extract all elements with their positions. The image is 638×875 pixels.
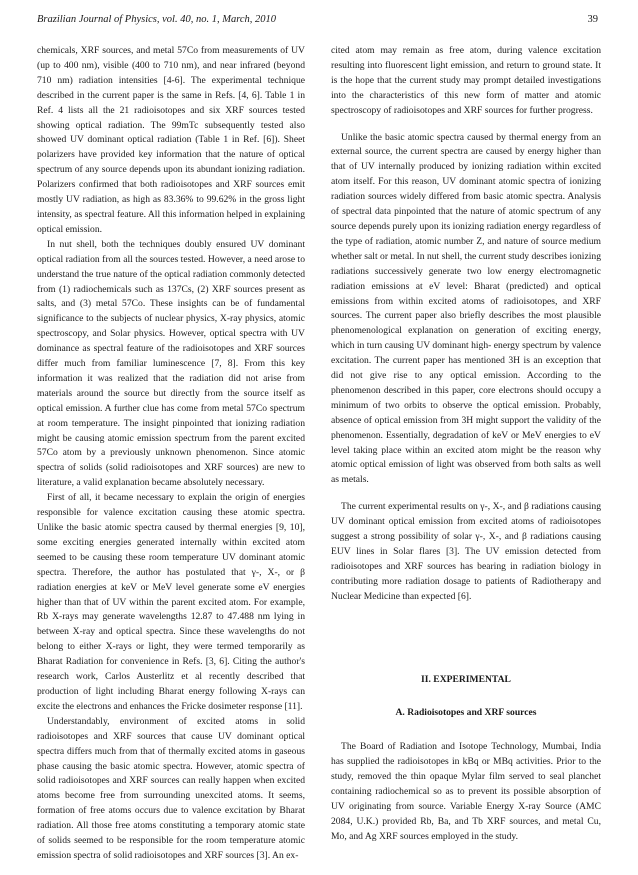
running-header xyxy=(37,14,598,30)
paragraph: First of all, it became necessary to explain the origin of energies responsible for valence excitation causing these atomic spectra. Unlike the basic atomic spectra caused by thermal energies [9, 10], some exciting energies generated internally within excited atom seemed to be causing these room temperature UV dominant atomic spectra. Therefore, the author has postulated that γ-, X-, or β radiation energies at keV or MeV level generate some eV energies higher than that of UV within the parent excited atom. For example, Rb X-rays may generate wavelengths 12.87 to 47.488 nm lying in between X-ray and optical spectra. Since these wavelengths do not belong to either X-rays or light, they were termed temporarily as Bharat Radiation for convenience in Refs. [3, 6]. Citing the author's research work, Carlos Austerlitz et al recently described that production of light including Bharat energy following X-rays can excite the electrons and enhances the Fricke dosimeter response [11]. xyxy=(37,492,305,712)
journal-citation: Brazilian Journal of Physics, vol. 40, no. 1, March, 2010 xyxy=(37,14,277,25)
paragraph: The current experimental results on γ-, X-, and β radiations causing UV dominant optical emission from excited atoms of radioisotopes suggest a strong possibility of solar γ-, X-, and β radiations causing EUV lines in Solar flares [3]. The UV emission detected from radioisotopes and XRF sources has bearing in radiation biology in contributing more radiation dosage to patients of Radiotherapy and Nuclear Medicine than expected [6]. xyxy=(331,501,601,602)
paragraph: The Board of Radiation and Isotope Technology, Mumbai, India has supplied the radioisotopes in kBq or MBq activities. Prior to the study, removed the thin opaque Mylar film served to seal planchet containing radiochemical so as to prevent its possible absorption of UV originating from source. Variable Energy X-ray Source (AMC 2084, U.K.) provided Rb, Ba, and Tb XRF sources, and metal Cu, Mo, and Ag XRF sources employed in the study. xyxy=(331,741,601,842)
page-number: 39 xyxy=(587,14,598,25)
paragraph: Unlike the basic atomic spectra caused by thermal energy from an external source, the current spectra are caused by energy higher than that of UV internally produced by ionizing radiation within excited atom itself. For this reason, UV dominant atomic spectra of ionizing radiation sources widely differed from basic atomic spectra. Analysis of spectral data pinpointed that the nature of atomic spectrum of any source depends purely upon its ionizing radiation energy regardless of the type of radiation, atomic number Z, and nature of source medium whether salt or metal. In nut shell, the current study describes ionizing radiations successively generate two low energy electromagnetic radiation emissions at eV level: Bharat (predicted) and optical emissions from within excited atoms of radioisotopes, and XRF sources. The current paper also briefly describes the most plausible phenomenological explanation on generation of exciting energy, which in turn causing UV dominant high- energy spectrum by valence excitation. The current paper has mentioned 3H is an exception that did not give rise to any optical emission. According to the phenomenon described in this paper, core electrons should occupy a minimum of two orbits to observe the optical emission. Probably, absence of optical emission from 3H might support the validity of the phenomenon. Essentially, degradation of keV or MeV energies to eV level taking place within an excited atom might be the reason why atomic optical emission of light was observed from both salts as well as metals. xyxy=(331,131,601,486)
right-column xyxy=(331,44,601,845)
paragraph: Understandably, environment of excited atoms in solid radioisotopes and XRF sources that cause UV dominant optical spectra differs much from that of thermally excited atoms in gaseous phase causing the basic atomic spectra. However, atomic spectra of solid radioisotopes and XRF sources can really happen when excited atoms become free from surrounding unexcited atoms. It seems, formation of free atoms occurs due to valence excitation by Bharat radiation. All those free atoms constituting a temporary atomic state of solids seemed to be responsible for the room temperature atomic emission spectra of solid radioisotopes and XRF sources [3]. An ex- xyxy=(37,715,305,861)
paragraph: chemicals, XRF sources, and metal 57Co from measurements of UV (up to 400 nm), visible (400 to 710 nm), and near infrared (beyond 710 nm) radiation intensities [4-6]. The experimental technique described in the current paper is the same in Refs. [4, 6]. Table 1 in Ref. 4 lists all the 21 radioisotopes and six XRF sources tested showing optical radiation. The 99mTc subsequently tested also showed UV dominant optical radiation (Table 1 in Ref. [6]). Sheet polarizers have provided key information that the nature of optical spectrum of any source depends upon its abundant ionizing radiation. Polarizers confirmed that both radioisotopes and XRF sources emit mostly UV radiation, as high as 83.36% to 99.62% in the gross light intensity, as spectral feature. All this information helped in explaining optical emission. xyxy=(37,45,305,235)
paragraph: In nut shell, both the techniques doubly ensured UV dominant optical radiation from all the sources tested. However, a need arose to understand the true nature of the optical radiation commonly detected from (1) radiochemicals such as 137Cs, (2) XRF sources present as salts, and (3) metal 57Co. These insights can be of fundamental significance to the subjects of nuclear physics, X-ray physics, atomic spectroscopy, and Solar physics. However, optical spectra with UV dominance as spectral feature of the radioisotopes and XRF sources differ much from familiar luminescence [7, 8]. From this key information it was realized that the radiation did not arise from materials around the source but directly from the source itself as optical emission. A further clue has come from metal 57Co spectrum at room temperature. The insight pinpointed that ionizing radiation might be causing atomic emission spectrum from the parent excited 57Co atom by a previously unknown phenomenon. Since atomic spectra of solids (solid radioisotopes and XRF sources) are new to literature, a valid explanation became absolutely necessary. xyxy=(37,238,305,489)
left-column xyxy=(37,44,305,864)
section-title: II. EXPERIMENTAL xyxy=(421,673,511,685)
paragraph: cited atom may remain as free atom, during valence excitation resulting into fluorescent light emission, and return to ground state. It is the hope that the current study may prompt detailed investigations into the characteristics of this new form of matter and atomic spectroscopy of radioisotopes and XRF sources for further progress. xyxy=(331,45,601,116)
subsection-title: A. Radioisotopes and XRF sources xyxy=(395,706,537,718)
